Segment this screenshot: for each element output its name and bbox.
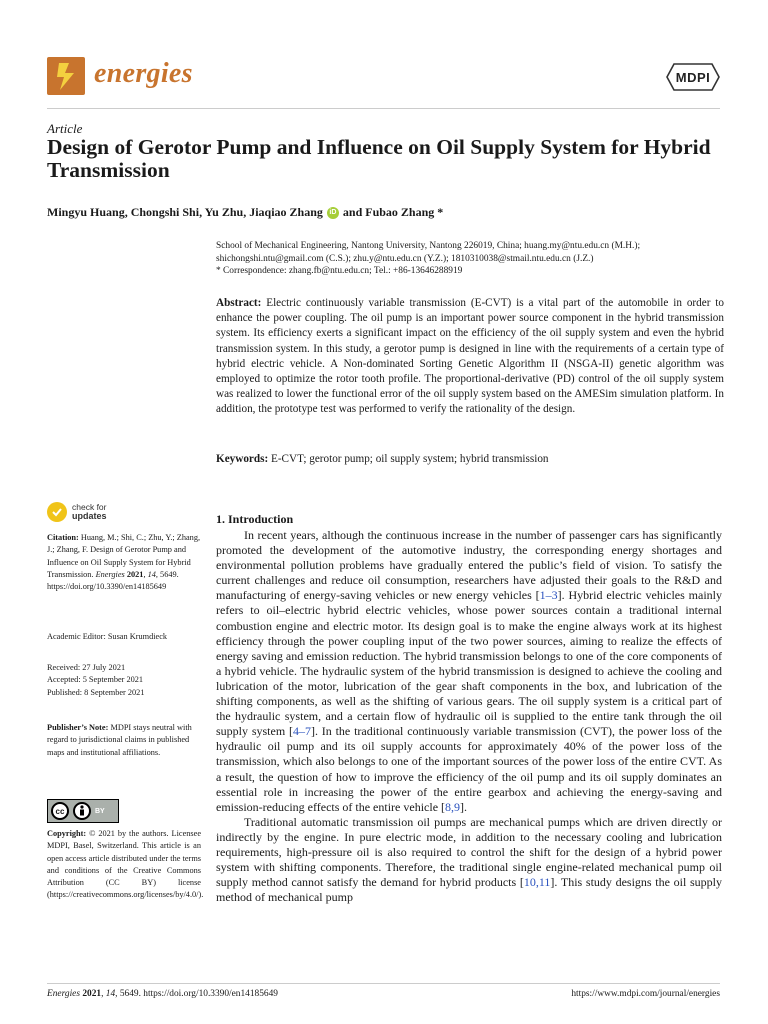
received-date: Received: 27 July 2021 xyxy=(47,663,126,672)
footer-journal-url[interactable]: https://www.mdpi.com/journal/energies xyxy=(571,989,720,999)
footer-year: 2021 xyxy=(82,989,102,999)
footer-doi[interactable]: , 5649. https://doi.org/10.3390/en14185649 xyxy=(115,989,278,999)
cc-by-license-badge[interactable] xyxy=(47,799,119,823)
publisher-note-label: Publisher’s Note: xyxy=(47,723,109,732)
author-list xyxy=(47,205,443,220)
authors-tail: and Fubao Zhang * xyxy=(342,205,444,219)
article-type: Article xyxy=(47,121,83,136)
publisher-note-text: MDPI stays neutral with regard to jurisdictional claims in published maps and institutional affiliations. xyxy=(47,723,192,757)
keywords-text: E-CVT; gerotor pump; oil supply system; hybrid transmission xyxy=(271,453,549,465)
authors-main: Mingyu Huang, Chongshi Shi, Yu Zhu, Jiaqiao Zhang xyxy=(47,205,323,219)
mdpi-logo xyxy=(666,62,720,92)
publisher-note xyxy=(47,722,201,759)
dates-block xyxy=(47,662,201,699)
paragraph-text: ]. This study designs the oil supply method of mechanical pump xyxy=(216,875,723,905)
check-for-updates-button[interactable] xyxy=(47,502,107,522)
reference-link[interactable]: 1–3 xyxy=(539,588,558,603)
affiliation-line: School of Mechanical Engineering, Nantong University, Nantong 226019, China; huang.my@ntu.edu.cn (M.H.); xyxy=(216,241,641,251)
creative-commons-icon: cc xyxy=(51,802,69,820)
correspondence-line: * Correspondence: zhang.fb@ntu.edu.cn; Tel.: +86-13646288919 xyxy=(216,266,463,277)
paragraph-text: ]. Hybrid electric vehicles mainly refers to oil–electric hybrid electric vehicles, whose power sources contain a traditional internal combustion engine and electric motor. Its design goal is to make the engine always work at its highest efficiency through the power coupling input of the two power sources, aiming to realize the effects of energy saving and emission reduction. The hybrid transmission belongs to one of the core components of a hybrid vehicle. The hydraulic system of the hybrid transmission is designed to achieve the cooling and lubrication of the motor, lubrication of the gear shaft components in the box, and lubrication of the shifting components, as well as the shifting of various gears. The oil supply system is a critical part of the hydraulic system, and a certain flow of hydraulic oil is supplied to the entire tank through the oil supply system [ xyxy=(216,588,722,739)
citation-block: Citation: Huang, M.; Shi, C.; Zhu, Y.; Zhang, J.; Zhang, F. Design of Gerotor Pump and Influence on Oil Supply System for Hybrid Transmission. Energies 2021, 14, 5649. https://doi.org/10.3390/en14185649 xyxy=(47,533,201,592)
reference-link[interactable]: 8,9 xyxy=(445,799,461,814)
paragraph xyxy=(216,528,722,815)
updates-line1: check for xyxy=(72,502,107,512)
keywords xyxy=(216,452,724,467)
citation-volume: 14 xyxy=(147,569,156,579)
publisher-name: MDPI xyxy=(675,70,711,85)
footer-volume: 14 xyxy=(105,989,116,999)
copyright-text: © 2021 by the authors. Licensee MDPI, Basel, Switzerland. This article is an open access article distributed under the terms and conditions of the Creative Commons Attribution (CC BY) license (https://creativecommons.org/licenses/by/4.0/). xyxy=(47,829,204,900)
journal-logo xyxy=(47,57,85,95)
footer-divider xyxy=(47,983,720,984)
academic-editor: Academic Editor: Susan Krumdieck xyxy=(47,632,168,641)
cc-by-label: BY xyxy=(95,807,105,815)
citation-label: Citation: xyxy=(47,533,79,542)
section-heading: 1. Introduction xyxy=(216,512,294,526)
citation-year: 2021 xyxy=(126,569,144,579)
body-text xyxy=(216,528,722,905)
footer-journal: Energies xyxy=(47,989,80,999)
published-date: Published: 8 September 2021 xyxy=(47,687,145,697)
paragraph-text: ]. xyxy=(460,799,468,814)
footer-citation: Energies 2021, 14, 5649. https://doi.org/10.3390/en14185649 xyxy=(47,989,278,999)
updates-line2: updates xyxy=(72,511,107,521)
article-title: Design of Gerotor Pump and Influence on Oil Supply System for Hybrid Transmission xyxy=(47,135,711,182)
lightning-bolt-icon xyxy=(47,57,85,95)
keywords-label: Keywords: xyxy=(216,453,269,465)
copyright-label: Copyright: xyxy=(47,829,87,838)
paragraph xyxy=(216,815,722,906)
citation-text: Huang, M.; Shi, C.; Zhu, Y.; Zhang, J.; Zhang, F. Design of Gerotor Pump and Influence on Oil Supply System for Hybrid Transmission. xyxy=(47,533,201,579)
orcid-icon[interactable]: iD xyxy=(327,207,339,219)
abstract-text: Electric continuously variable transmission (E-CVT) is a vital part of the automobile in order to enhance the power coupling. The oil pump is an important power source component in the hybrid transmission system. Its efficiency exerts a significant impact on the efficiency of the oil supply system and even the hybrid transmission system. In this study, a gerotor pump is designed in line with the requirements of a certain type of hybrid electric vehicle. A Non-dominated Sorting Genetic Algorithm II (NSGA-II) genetic algorithm was employed to optimize the rotor tooth profile. The proportional-derivative (PD) control of the oil supply system was realized to lower the functional error of the oil supply system based on the AMESim simulation platform. In addition, the prototype test was performed to verify the rationality of the design. xyxy=(216,297,724,416)
citation-journal: Energies xyxy=(95,569,125,579)
reference-link[interactable]: 4–7 xyxy=(292,724,311,739)
copyright-block xyxy=(47,828,204,902)
abstract-label: Abstract: xyxy=(216,297,262,309)
paragraph-text: Traditional automatic transmission oil pumps are mechanical pumps which are driven directly or indirectly by the engine. In pure electric mode, in addition to the necessary cooling and lubrication requirements, high-pressure oil is also required to control the shift for the design of a hybrid power system with shifting components. Therefore, the traditional single engine-related mechanical pump oil supply method cannot satisfy the demand for hybrid products [ xyxy=(216,814,722,890)
citation-doi[interactable]: , 5649. https://doi.org/10.3390/en14185649 xyxy=(47,569,179,592)
affiliation-line: shichongshi.ntu@gmail.com (C.S.); zhu.y@ntu.edu.cn (Y.Z.); 1810310038@stmail.ntu.edu.cn (J.Z.) xyxy=(216,253,594,264)
accepted-date: Accepted: 5 September 2021 xyxy=(47,675,144,685)
affiliations xyxy=(216,240,726,278)
abstract xyxy=(216,296,724,418)
reference-link[interactable]: 10,11 xyxy=(523,875,551,890)
attribution-icon xyxy=(73,802,91,820)
paragraph-text: In recent years, although the continuous increase in the number of passenger cars has significantly promoted the development of the automotive industry, the corresponding energy shortages and environmental pollution problems have gradually entered the public’s field of vision. To satisfy the current challenges and reduce oil consumption, researchers have adjusted their goals to the R&D and manufacturing of energy-saving vehicles or new energy vehicles [ xyxy=(216,528,722,603)
paragraph-text: ]. In the traditional continuously variable transmission (CVT), the power loss of the hydraulic oil pump and its oil supply accounts for approximately 40% of the power loss of the transmission, which also belongs to one of the important sources of the power loss of the entire CVT. As a result, the question of how to improve the efficiency of the oil pump and its oil supply dominates an essential role in increasing the power of the entire gearbox and achieving the energy-saving and emission-reducing effects of the entire vehicle [ xyxy=(216,724,722,814)
journal-name: energies xyxy=(94,58,193,89)
check-updates-icon xyxy=(47,502,67,522)
header-divider xyxy=(47,108,720,109)
